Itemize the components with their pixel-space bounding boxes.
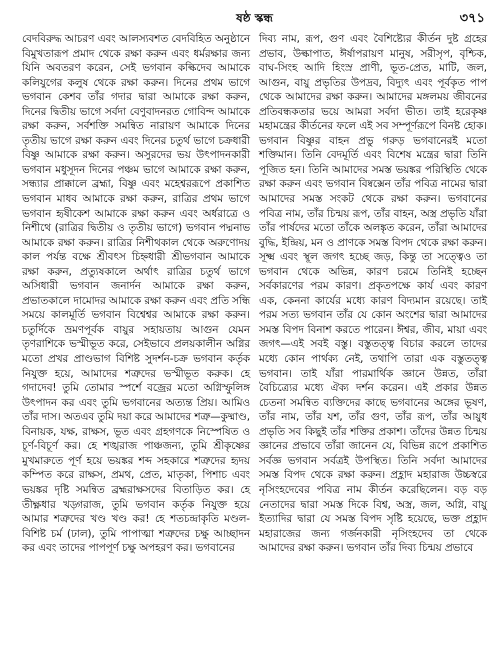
page-header [22,8,487,28]
left-column-text: বেদবিরুদ্ধ আচরণ এবং আলস্যবশত বেদবিহিত অনুষ্ঠানে বিমুখতারূপ প্রমাদ থেকে রক্ষা করুন এবং ধর্মরক্ষার জন্য যিনি অবতরণ করেন, সেই ভগবান কল্কিদেব আমাকে কলিযুগের কলুষ থেকে রক্ষা করুন। দিনের প্রথম ভাগে ভগবান কেশব তাঁর গদার দ্বারা আমাকে রক্ষা করুন, দিনের দ্বিতীয় ভাগে সর্বদা বেণুবাদনরত গোবিন্দ আমাকে রক্ষা করুন, সর্বশক্তি সমন্বিত নারায়ণ আমাকে দিনের তৃতীয় ভাগে রক্ষা করুন এবং দিনের চতুর্থ ভাগে চক্রধারী বিষ্ণু আমাকে রক্ষা করুন। অসুরদের ভয় উৎপাদনকারী ভগবান মধুসূদন দিনের পঞ্চম ভাগে আমাকে রক্ষা করুন, সন্ধ্যার প্রাক্কালে ব্রহ্মা, বিষ্ণু এবং মহেশ্বররূপে প্রকাশিত ভগবান মাধব আমাকে রক্ষা করুন, রাত্রির প্রথম ভাগে ভগবান হৃষীকেশ আমাকে রক্ষা করুন এবং অর্ধরাত্রে ও নিশীথে (রাত্রির দ্বিতীয় ও তৃতীয় ভাগে) ভগবান পদ্মনাভ আমাকে রক্ষা করুন। রাত্রির নিশীথকাল থেকে অরুণোদয় কাল পর্যন্ত বক্ষে শ্রীবৎস চিহ্নধারী শ্রীভগবান আমাকে রক্ষা করুন, প্রত্যুষকালে অর্থাৎ রাত্রির চতুর্থ ভাগে অসিধারী ভগবান জনার্দন আমাকে রক্ষা করুন, প্রভাতকালে দামোদর আমাকে রক্ষা করুন এবং প্রতি সন্ধি সময়ে কালমূর্তি ভগবান বিশ্বেশ্বর আমাকে রক্ষা করুন। চতুর্দিকে ভ্রমণপূর্বক বায়ুর সহায়তায় আগুন যেমন তৃণরাশিকে ভস্মীভূত করে, সেইভাবে প্রলয়কালীন অগ্নির মতো প্রখর প্রাণ্ডভাগ বিশিষ্ট সুদর্শন-চক্র ভগবান কর্তৃক নিযুক্ত হয়ে, আমাদের শত্রুদের ভস্মীভূত করুক। হে গদাদেব! তুমি তোমার স্পর্শে বজ্রের মতো অগ্নিস্ফুলিঙ্গ উৎপাদন কর এবং তুমি ভগবানের অত্যন্ত প্রিয়। আমিও তাঁর দাস। অতএব তুমি দয়া করে আমাদের শত্রু—কুষ্মাণ্ড, বিনায়ক, যক্ষ, রাক্ষস, ভূত এবং গ্রহগণকে নিস্পেষিত ও চূর্ণ-বিচূর্ণ কর। হে শঙ্খরাজ পাঞ্চজন্য, তুমি শ্রীকৃষ্ণের মুখমারুতে পূর্ণ হয়ে ভয়ঙ্কর শব্দ সহকারে শত্রুদের হৃদয় কম্পিত করে রাক্ষস, প্রমথ, প্রেত, মাতৃকা, পিশাচ এবং ভয়ঙ্কর দৃষ্টি সমন্বিত ব্রহ্মরাক্ষসদের বিতাড়িত কর। হে তীক্ষ্ণধার খড়্গরাজ, তুমি ভগবান কর্তৃক নিযুক্ত হয়ে আমার শত্রুদের খণ্ড খণ্ড কর! হে শতচন্দ্রাকৃতি মণ্ডল-বিশিষ্ট চর্ম (ঢাল), তুমি পাপাত্মা শত্রুদের চক্ষু আচ্ছাদন কর এবং তাদের পাপপূর্ণ চক্ষু অপহরণ কর। ভগবানের [22,33,250,555]
left-column [22,32,250,556]
right-column-text: দিব্য নাম, রূপ, গুণ এবং বৈশিষ্ট্যের কীর্তন দুষ্ট গ্রহের প্রভাব, উল্কাপাত, ঈর্ষাপরায়ণ মানুষ, সরীসৃপ, বৃশ্চিক, বাঘ-সিংহ আদি হিংস্র প্রাণী, ভূত-প্রেত, মাটি, জল, আগুন, বায়ু প্রভৃতির উপদ্রব, বিদ্যুৎ এবং পূর্বকৃত পাপ থেকে আমাদের রক্ষা করুন। আমাদের মঙ্গলময় জীবনের প্রতিবন্ধকতার ভয়ে আমরা সর্বদা ভীত। তাই হরেকৃষ্ণ মহামন্ত্রের কীর্তনের ফলে এই সব সম্পূর্ণরূপে বিনষ্ট হোক। ভগবান বিষ্ণুর বাহন প্রভু গরুড় ভগবানেরই মতো শক্তিমান। তিনি বেদমূর্তি এবং বিশেষ মন্ত্রের দ্বারা তিনি পূজিত হন। তিনি আমাদের সমস্ত ভয়ঙ্কর পরিস্থিতি থেকে রক্ষা করুন এবং ভগবান বিষ্বক্সেন তাঁর পবিত্র নামের দ্বারা আমাদের সমস্ত সংকট থেকে রক্ষা করুন। ভগবানের পবিত্র নাম, তাঁর চিন্ময় রূপ, তাঁর বাহন, অস্ত্র প্রভৃতি যাঁরা তাঁর পার্ষদের মতো তাঁকে অলঙ্কৃত করেন, তাঁরা আমাদের বুদ্ধি, ইন্দ্রিয়, মন ও প্রাণকে সমস্ত বিপদ থেকে রক্ষা করুন। সূক্ষ্ম এবং স্থূল জগৎ হচ্ছে জড়, কিন্তু তা সত্ত্বেও তা ভগবান থেকে অভিন্ন, কারণ চরমে তিনিই হচ্ছেন সর্বকারণের পরম কারণ। প্রকৃতপক্ষে কার্য এবং কারণ এক, কেননা কার্যের মধ্যে কারণ বিদ্যমান রয়েছে। তাই পরম সত্য ভগবান তাঁর যে কোন অংশের দ্বারা আমাদের সমস্ত বিপদ বিনাশ করতে পারেন। ঈশ্বর, জীব, মায়া এবং জগৎ—এই সবই বস্তু। বস্তুতত্ত্ব বিচার করলে তাদের মধ্যে কোন পার্থক্য নেই, তথাপি তারা এক বস্তুতত্ত্ব ভগবান। তাই যাঁরা পারমার্থিক জ্ঞানে উন্নত, তাঁরা বৈচিত্র্যের মধ্যে ঐক্য দর্শন করেন। এই প্রকার উন্নত চেতনা সমন্বিত ব্যক্তিদের কাছে ভগবানের অঙ্গের ভূষণ, তাঁর নাম, তাঁর যশ, তাঁর গুণ, তাঁর রূপ, তাঁর আয়ুধ প্রভৃতি সব কিছুই তাঁর শক্তির প্রকাশ। তাঁদের উন্নত চিন্ময় জ্ঞানের প্রভাবে তাঁরা জানেন যে, বিভিন্ন রূপে প্রকাশিত সর্বজ্ঞ ভগবান সর্বত্রই উপস্থিত। তিনি সর্বদা আমাদের সমস্ত বিপদ থেকে রক্ষা করুন। প্রহ্লাদ মহারাজ উচ্চস্বরে নৃসিংহদেবের পবিত্র নাম কীর্তন করেছিলেন। বড় বড় নেতাদের দ্বারা সমস্ত দিকে বিশ্ব, অস্ত্র, জল, অগ্নি, বায়ু ইত্যাদির দ্বারা যে সমস্ত বিপদ সৃষ্টি হয়েছে, ভক্ত প্রহ্লাদ মহারাজের জন্য গর্জনকারী নৃসিংহদেব তা থেকে আমাদের রক্ষা করুন। ভগবান তাঁর দিব্য চিন্ময় প্রভাবে [259,33,487,555]
text-columns [22,32,487,556]
running-head: ষষ্ঠ স্কন্ধ [236,11,273,25]
right-column [259,32,487,556]
page-number: ৩৭১ [459,11,485,26]
